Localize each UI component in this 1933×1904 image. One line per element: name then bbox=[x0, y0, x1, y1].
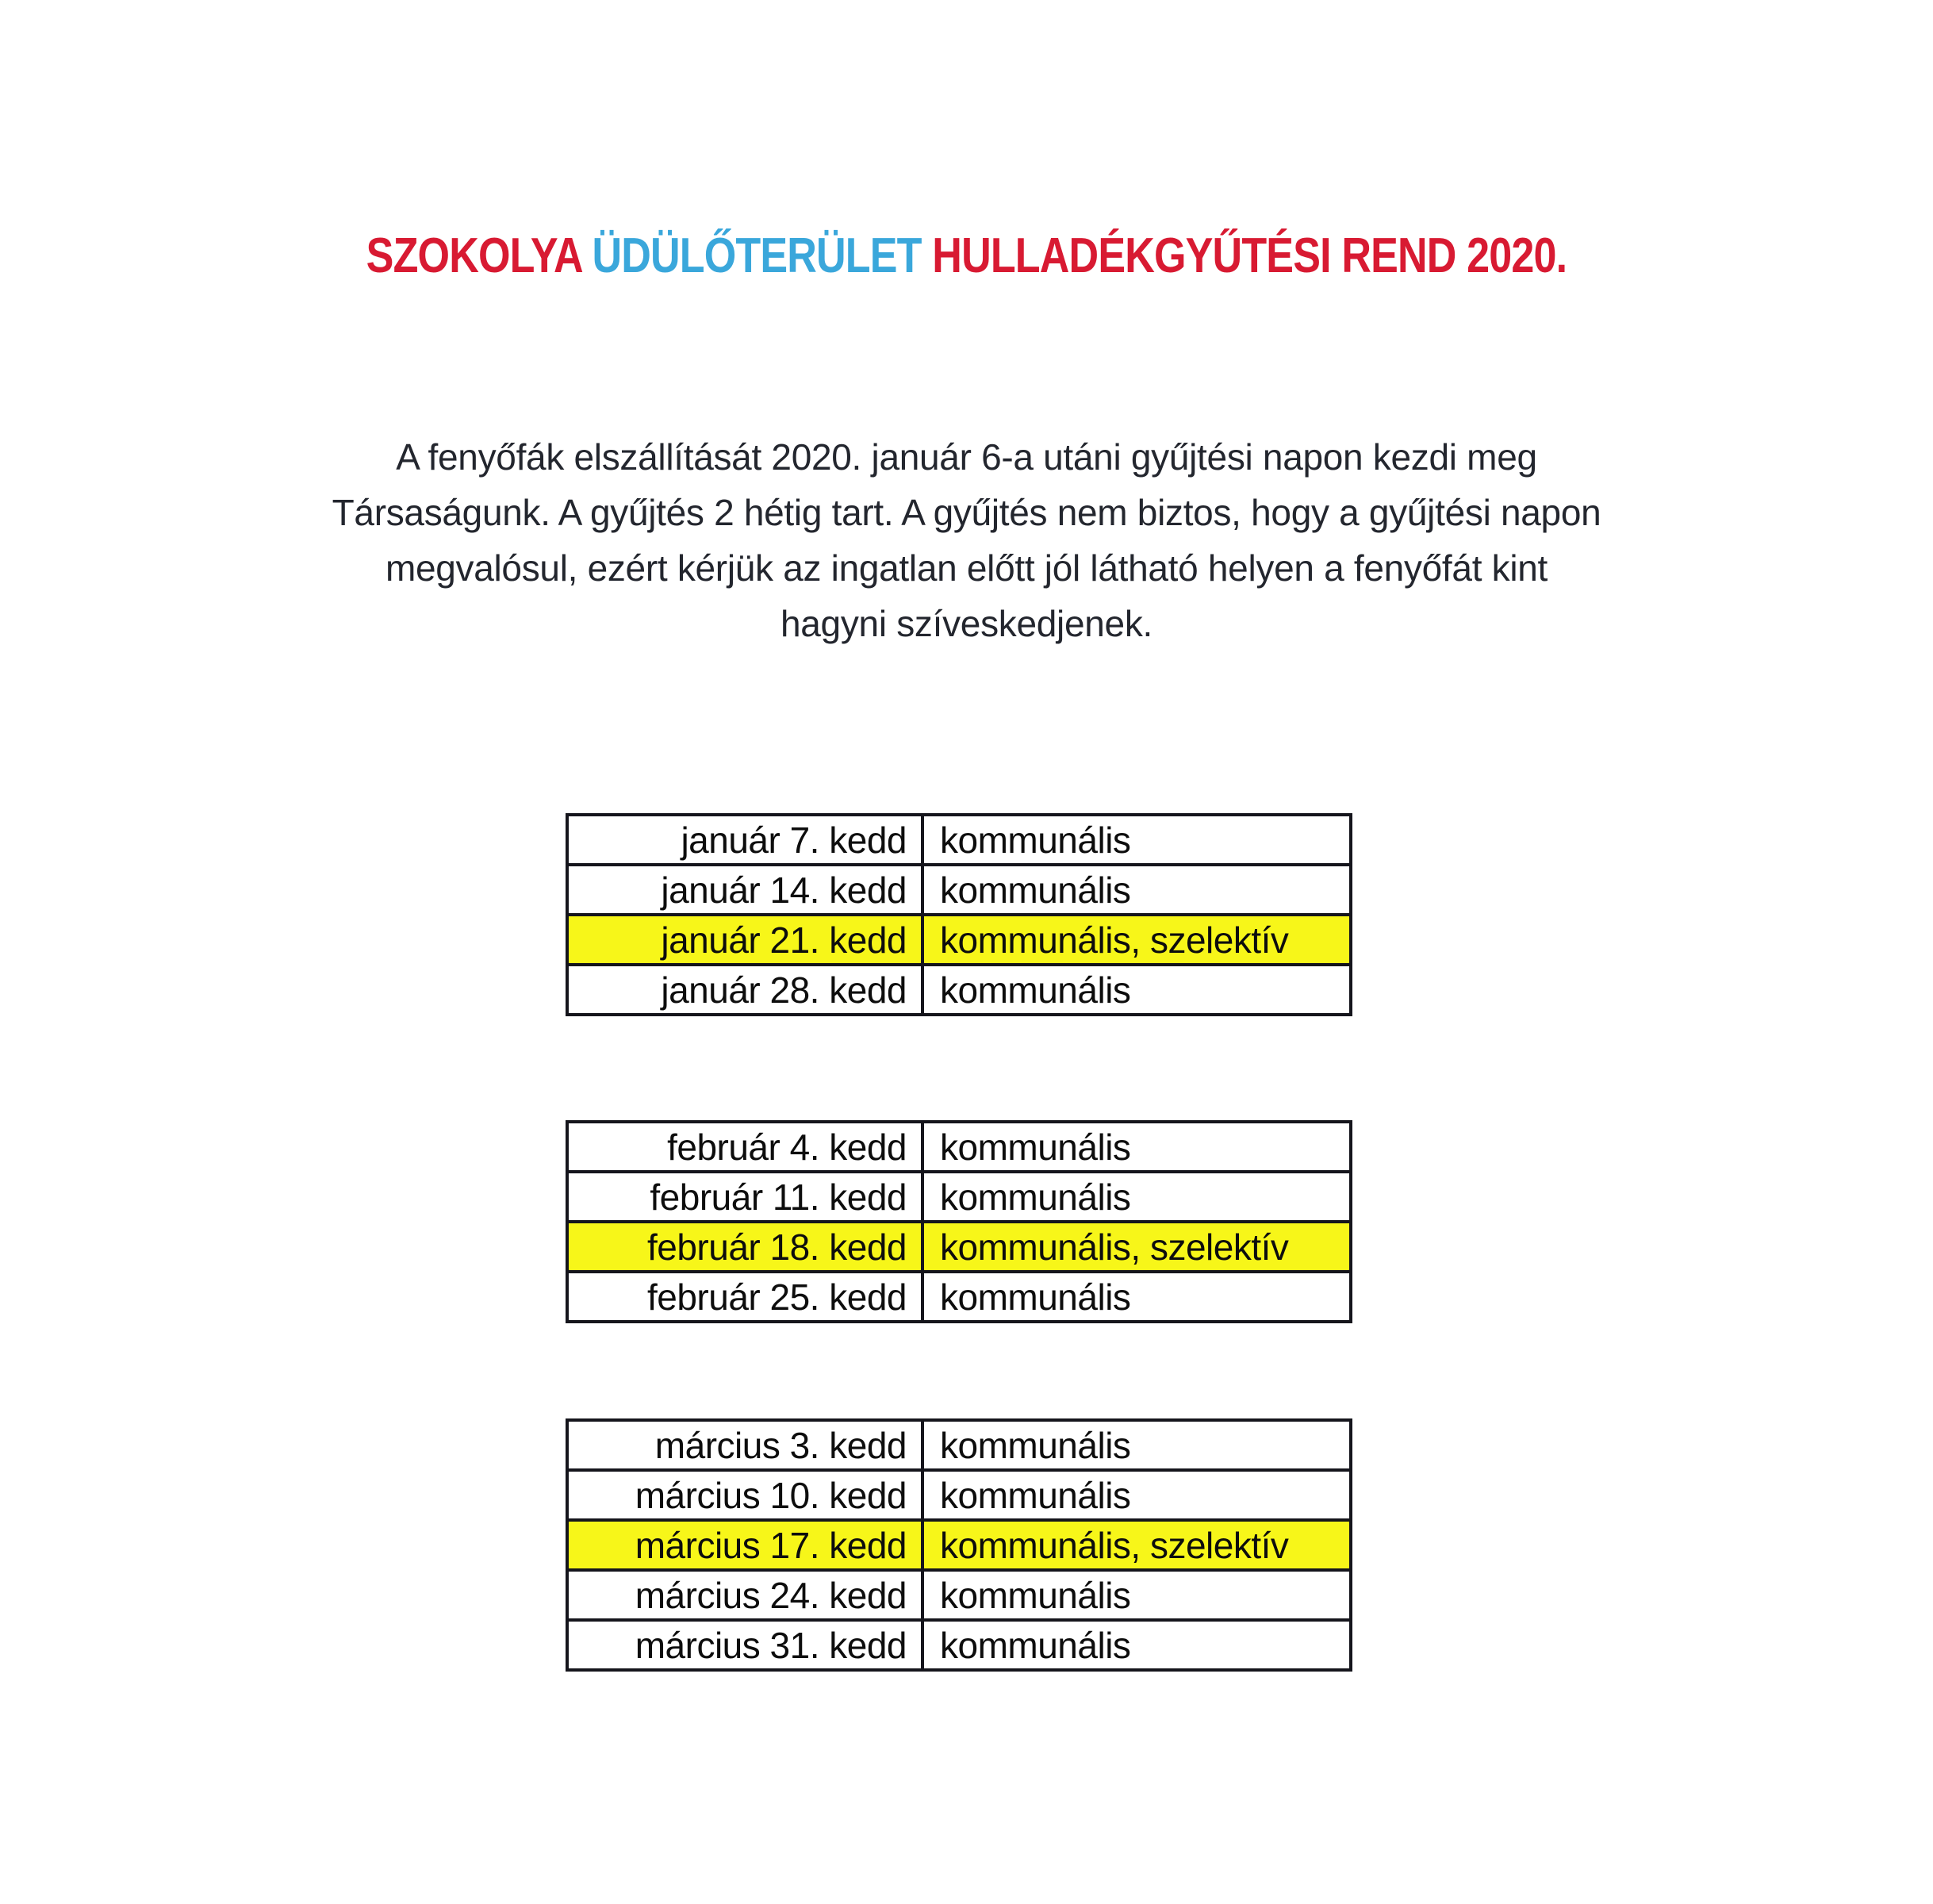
schedule-table-january bbox=[566, 813, 1352, 1016]
date-cell: március 31. kedd bbox=[567, 1620, 922, 1670]
table-row bbox=[567, 915, 1351, 965]
date-cell: február 4. kedd bbox=[567, 1122, 922, 1172]
table-row bbox=[567, 1520, 1351, 1570]
date-cell: március 10. kedd bbox=[567, 1470, 922, 1520]
intro-line: A fenyőfák elszállítását 2020. január 6-a utáni gyűjtési napon kezdi meg bbox=[396, 436, 1537, 478]
waste-type-cell: kommunális bbox=[922, 815, 1351, 865]
date-cell: február 25. kedd bbox=[567, 1272, 922, 1322]
waste-type-cell: kommunális bbox=[922, 1620, 1351, 1670]
waste-type-cell: kommunális, szelektív bbox=[922, 915, 1351, 965]
intro-line: hagyni szíveskedjenek. bbox=[780, 603, 1153, 644]
waste-type-cell: kommunális bbox=[922, 1470, 1351, 1520]
waste-type-cell: kommunális bbox=[922, 1570, 1351, 1620]
date-cell: január 28. kedd bbox=[567, 965, 922, 1015]
table-row bbox=[567, 1222, 1351, 1272]
table-row bbox=[567, 1122, 1351, 1172]
date-cell: január 7. kedd bbox=[567, 815, 922, 865]
waste-type-cell: kommunális bbox=[922, 865, 1351, 915]
date-cell: március 24. kedd bbox=[567, 1570, 922, 1620]
title-segment-rend-2020: HULLADÉKGYŰTÉSI REND 2020. bbox=[932, 228, 1567, 283]
table-row bbox=[567, 1620, 1351, 1670]
date-cell: február 11. kedd bbox=[567, 1172, 922, 1222]
table-row bbox=[567, 1470, 1351, 1520]
waste-type-cell: kommunális bbox=[922, 1172, 1351, 1222]
waste-type-cell: kommunális bbox=[922, 1420, 1351, 1470]
table-row bbox=[567, 865, 1351, 915]
date-cell: február 18. kedd bbox=[567, 1222, 922, 1272]
date-cell: január 14. kedd bbox=[567, 865, 922, 915]
intro-line: Társaságunk. A gyűjtés 2 hétig tart. A gyűjtés nem biztos, hogy a gyűjtési napon bbox=[332, 492, 1601, 533]
title-segment-szokolya: SZOKOLYA bbox=[366, 228, 581, 283]
date-cell: március 3. kedd bbox=[567, 1420, 922, 1470]
intro-line: megvalósul, ezért kérjük az ingatlan előtt jól látható helyen a fenyőfát kint bbox=[385, 547, 1548, 589]
date-cell: március 17. kedd bbox=[567, 1520, 922, 1570]
table-row bbox=[567, 1570, 1351, 1620]
table-row bbox=[567, 965, 1351, 1015]
schedule-table-march bbox=[566, 1418, 1352, 1672]
table-row bbox=[567, 1172, 1351, 1222]
title-segment-udoloterulet: ÜDÜLŐTERÜLET bbox=[592, 228, 922, 283]
waste-type-cell: kommunális bbox=[922, 1272, 1351, 1322]
waste-type-cell: kommunális bbox=[922, 1122, 1351, 1172]
date-cell: január 21. kedd bbox=[567, 915, 922, 965]
table-row bbox=[567, 1272, 1351, 1322]
waste-type-cell: kommunális bbox=[922, 965, 1351, 1015]
waste-type-cell: kommunális, szelektív bbox=[922, 1222, 1351, 1272]
waste-type-cell: kommunális, szelektív bbox=[922, 1520, 1351, 1570]
intro-paragraph bbox=[0, 429, 1933, 651]
page-title bbox=[155, 228, 1778, 284]
schedule-table-february bbox=[566, 1120, 1352, 1323]
table-row bbox=[567, 815, 1351, 865]
table-row bbox=[567, 1420, 1351, 1470]
